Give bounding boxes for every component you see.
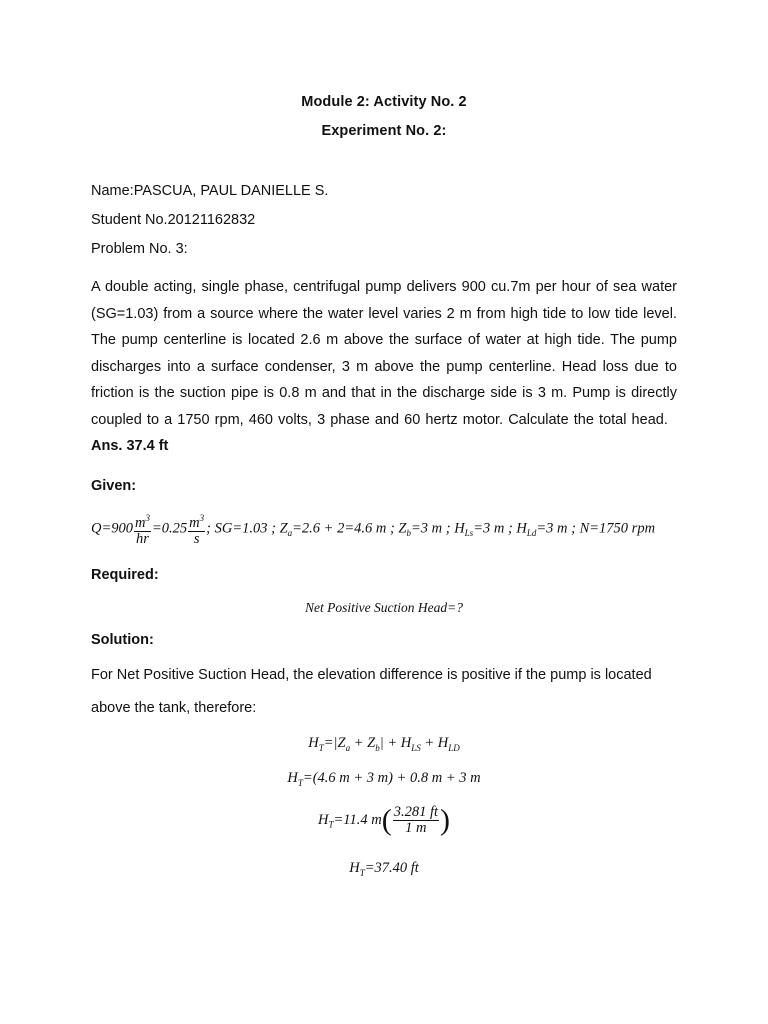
left-paren: ( (381, 803, 392, 837)
solution-label: Solution: (91, 632, 154, 648)
eq1-plus: + Z (350, 735, 376, 751)
eq1-plus2: + H (420, 735, 449, 751)
sub-a: a (287, 528, 293, 539)
eq1-sub-ls: LS (411, 742, 421, 753)
m-denominator: 1 m (405, 820, 427, 836)
problem-text: A double acting, single phase, centrifugal pump delivers 900 cu.7m per hour of sea water (SG=1.03) from a source where the water level varies 2 m from high tide to low tide level. The pump centerline is located 2.6 m above the surface of water at high tide. The pump discharges into a surface condenser, 3 m above the pump centerline. Head loss due to friction is the suction pipe is 0.8 m and that in the discharge side is 3 m. Pump is directly coupled to a 1750 rpm, 460 volts, 3 phase and 60 hertz motor. Calculate the total head. (91, 279, 677, 428)
za-value: =2.6 + 2=4.6 m ; Z (292, 520, 407, 537)
hld-value: =3 m ; N=1750 rpm (536, 520, 656, 537)
hls-value: =3 m ; H (473, 520, 527, 537)
eq2-body: =(4.6 m + 3 m) + 0.8 m + 3 m (302, 770, 481, 786)
m-unit: m (135, 514, 146, 531)
s-unit: s (193, 530, 200, 547)
eq1-part: =|Z (323, 735, 346, 751)
m3-per-hr-fraction (134, 511, 151, 547)
h-symbol-2: H (287, 770, 298, 786)
student-number: Student No.20121162832 (91, 212, 256, 228)
flow-converted: =0.25 (152, 520, 188, 537)
m3-per-s-fraction (188, 511, 205, 547)
problem-number: Problem No. 3: (91, 241, 188, 257)
right-paren: ) (440, 803, 450, 837)
sub-t-3: T (328, 819, 334, 830)
student-name: Name:PASCUA, PAUL DANIELLE S. (91, 183, 329, 199)
equation-4 (0, 860, 768, 878)
h-symbol: H (308, 735, 319, 751)
eq1-end: | + H (379, 735, 412, 751)
sub-ld: Ld (526, 528, 537, 539)
sub-b: b (406, 528, 411, 539)
given-label: Given: (91, 478, 137, 494)
eq3-lhs: =11.4 m (333, 811, 382, 828)
equation-2 (0, 770, 768, 788)
hr-unit: hr (136, 530, 149, 547)
sg-value: ; SG=1.03 ; Z (206, 520, 288, 537)
answer-text: Ans. 37.4 ft (91, 438, 169, 454)
h-symbol-3: H (318, 811, 329, 828)
equation-3 (0, 805, 768, 836)
required-label: Required: (91, 567, 159, 583)
experiment-title: Experiment No. 2: (321, 123, 447, 139)
m-unit-2: m (189, 514, 200, 531)
ft-numerator: 3.281 ft (393, 804, 438, 820)
solution-text-line1: For Net Positive Suction Head, the elevation difference is positive if the pump is located (91, 667, 652, 683)
eq1-sub-b: b (375, 742, 380, 753)
cube-exponent-2: 3 (199, 513, 205, 523)
eq1-sub-ld: LD (448, 742, 460, 753)
sub-t: T (318, 742, 324, 753)
solution-text-line2: above the tank, therefore: (91, 700, 257, 716)
sub-t-4: T (359, 867, 365, 878)
sub-ls: Ls (464, 528, 474, 539)
equation-1 (0, 735, 768, 753)
sub-t-2: T (297, 777, 303, 788)
eq1-sub-a: a (345, 742, 351, 753)
q-value: Q=900 (91, 520, 134, 537)
cube-exponent: 3 (145, 513, 150, 523)
zb-value: =3 m ; H (410, 520, 465, 537)
module-title: Module 2: Activity No. 2 (301, 94, 467, 110)
conversion-fraction (393, 805, 439, 836)
final-answer: =37.40 ft (364, 860, 419, 876)
given-equation (91, 511, 655, 547)
h-symbol-4: H (349, 860, 360, 876)
required-expression: Net Positive Suction Head=? (305, 600, 463, 615)
problem-statement (91, 274, 677, 460)
